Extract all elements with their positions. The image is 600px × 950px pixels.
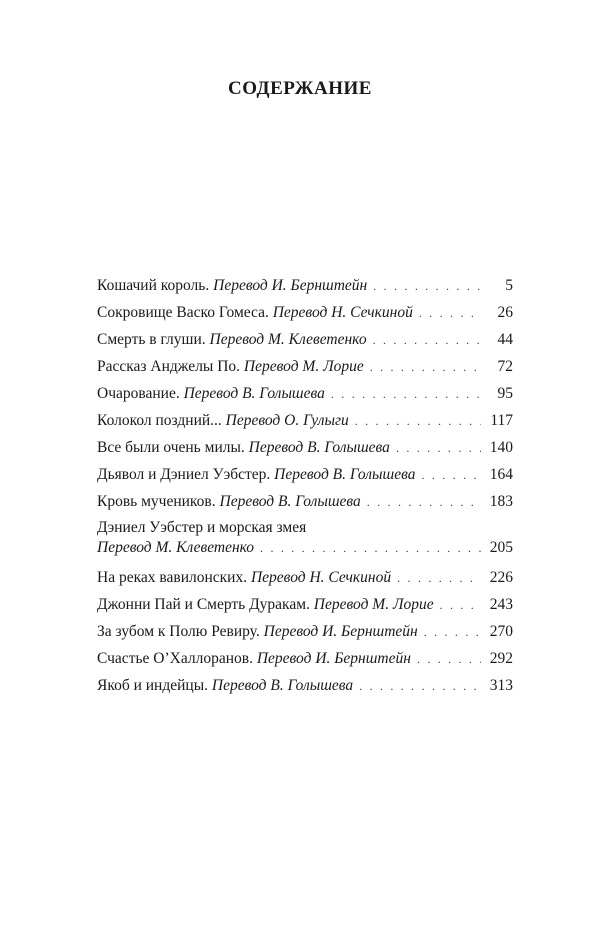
entry-title: Рассказ Анджелы По. (97, 358, 241, 375)
toc-entry (97, 645, 513, 672)
toc-entry (97, 272, 513, 299)
entry-page-number: 226 (489, 569, 513, 586)
dot-leader (421, 462, 481, 489)
entry-title: Очарование. (97, 385, 180, 402)
toc-entry (97, 461, 513, 488)
entry-title: Дэниел Уэбстер и морская змея (97, 519, 307, 536)
entry-page-number: 270 (489, 623, 513, 640)
entry-page-number: 95 (497, 385, 513, 402)
dot-leader (396, 435, 481, 462)
entry-page-number: 140 (489, 439, 513, 456)
page-title: СОДЕРЖАНИЕ (228, 78, 372, 99)
toc-entry (97, 353, 513, 380)
entry-page-number: 164 (489, 466, 513, 483)
dot-leader (440, 592, 481, 619)
dot-leader (355, 408, 481, 435)
entry-title: Кошачий король. (97, 277, 210, 294)
dot-leader (370, 354, 481, 381)
entry-title: Счастье О’Халлоранов. (97, 650, 253, 667)
dot-leader (260, 537, 481, 559)
entry-translator: Перевод М. Лорие (313, 596, 434, 613)
dot-leader (417, 646, 481, 673)
toc-entry (97, 518, 513, 564)
entry-title: Смерть в глуши. (97, 331, 206, 348)
dot-leader (359, 673, 481, 700)
entry-page-number: 5 (505, 277, 513, 294)
entry-title: Сокровище Васко Гомеса. (97, 304, 269, 321)
entry-translator: Перевод В. Голышева (248, 439, 390, 456)
entry-translator: Перевод В. Голышева (274, 466, 416, 483)
entry-page-number: 292 (489, 650, 513, 667)
toc-entry (97, 488, 513, 515)
dot-leader (331, 381, 481, 408)
dot-leader (367, 489, 481, 516)
entry-page-number: 117 (490, 412, 513, 429)
entry-page-number: 205 (489, 539, 513, 556)
toc-entry (97, 380, 513, 407)
toc-entry (97, 326, 513, 353)
toc-entry (97, 407, 513, 434)
toc-entry (97, 672, 513, 699)
entry-title: Все были очень милы. (97, 439, 245, 456)
entry-translator: Перевод В. Голышева (183, 385, 325, 402)
dot-leader (424, 619, 481, 646)
entry-page-number: 183 (489, 493, 513, 510)
entry-title: Колокол поздний... (97, 412, 222, 429)
entry-translator: Перевод И. Бернштейн (213, 277, 368, 294)
entry-translator: Перевод М. Лорие (243, 358, 364, 375)
entry-title: За зубом к Полю Ревиру. (97, 623, 260, 640)
toc-entry (97, 434, 513, 461)
entry-translator: Перевод В. Голышева (219, 493, 361, 510)
dot-leader (373, 273, 481, 300)
entry-page-number: 44 (497, 331, 513, 348)
toc-entry (97, 591, 513, 618)
toc-entry (97, 564, 513, 591)
table-of-contents (97, 272, 513, 699)
entry-title: Джонни Пай и Смерть Дуракам. (97, 596, 310, 613)
entry-translator: Перевод Н. Сечкиной (250, 569, 392, 586)
entry-page-number: 243 (489, 596, 513, 613)
entry-title: Дьявол и Дэниел Уэбстер. (97, 466, 271, 483)
entry-page-number: 26 (497, 304, 513, 321)
entry-translator: Перевод В. Голышева (211, 677, 354, 694)
entry-translator: Перевод М. Клеветенко (97, 539, 255, 556)
entry-translator: Перевод И. Бернштейн (263, 623, 418, 640)
toc-entry (97, 618, 513, 645)
entry-translator: Перевод О. Гулыги (225, 412, 349, 429)
entry-translator: Перевод М. Клеветенко (209, 331, 367, 348)
entry-title: На реках вавилонских. (97, 569, 248, 586)
dot-leader (419, 300, 481, 327)
entry-translator: Перевод И. Бернштейн (256, 650, 411, 667)
entry-page-number: 72 (497, 358, 513, 375)
entry-title: Кровь мучеников. (97, 493, 216, 510)
dot-leader (373, 327, 481, 354)
entry-page-number: 313 (489, 677, 513, 694)
toc-entry (97, 299, 513, 326)
dot-leader (397, 565, 481, 592)
entry-translator: Перевод Н. Сечкиной (272, 304, 413, 321)
entry-title: Якоб и индейцы. (97, 677, 208, 694)
